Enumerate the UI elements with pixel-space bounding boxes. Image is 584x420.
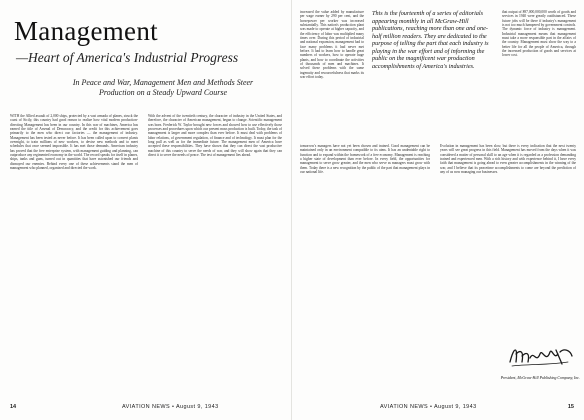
series-callout: This is the fourteenth of a series of editorials appearing monthly in all McGraw-Hill publications, reaching more than one and one-half million readers. They are dedicated to the purpose of telling the part that each industry is playing in the war effort and of informing the public on the magnificent war production accomplishments of America's industries. xyxy=(372,10,489,70)
signature-caption: President, McGraw-Hill Publishing Company, Inc. xyxy=(500,376,580,380)
deck-line-2: Production on a Steady Upward Course xyxy=(98,88,228,98)
right-column-1: tomorrow's managers have not yet been chosen and trained. Good management can be maintained only in an environment compatible to its aims. It has an undeniable right to function and to expand within the framework of a free economy. Management is reaching a higher state of development than ever before. In every field, the opportunities for management to serve grow greater, and the men who serve as managers must grow with them. Today there is a new recognition by the public of the part that management plays in our national life. xyxy=(300,144,430,175)
right-page xyxy=(292,0,584,420)
article-deck xyxy=(38,78,288,99)
left-page-number: 14 xyxy=(10,404,17,410)
left-column-1: WITH the Allied assault of 2,000 ships, protected by a vast armada of planes, struck the coast of Sicily, this country had good reason to realize how vital modern production-directing Management has been in our country. In this war of machines, America has earned the title of Arsenal of Democracy, and the credit for this achievement goes primarily to the men who direct our factories — the management of industry. Management has been tested as never before. It has been called upon to convert plants overnight, to train millions of new workers, to devise new methods and to meet schedules that once seemed impossible. It has met those demands. American industry has proved that the free enterprise system, with management guiding and planning, can outproduce any regimented economy in the world. The record speaks for itself in planes, ships, tanks and guns, turned out in quantities that have astonished our friends and dismayed our enemies. Behind every one of these achievements stand the men of management who planned, organized and directed the work. xyxy=(10,114,138,171)
right-column-1-top: increased the value added by manufacture per wage earner by 290 per cent, and the horsepower per worker was increased substantially. This nation's production plant was made to operate at higher capacity, and the efficiency of labor was multiplied many times over. During this period of industrial and national expansion, management had to face many problems it had never met before. It had to learn how to handle great numbers of workers, how to operate huge plants, and how to coordinate the activities of thousands of men and machines. It solved these problems with the same ingenuity and resourcefulness that marks its war effort today. xyxy=(300,10,364,80)
right-column-2: Evolution in management has been slow, but there is every indication that the next twenty years will see great progress in this field. Management has moved from the days when it was considered a matter of personal skill to an age when it is regarded as a profession demanding trained and experienced men. With a rich history and with experience behind it, I have every faith that management is going ahead to even greater accomplishments in the winning of the war, and I believe that its peacetime accomplishments to come are beyond the prediction of any of us now managing our businesses. xyxy=(440,144,576,175)
publisher-signature xyxy=(506,340,576,372)
article-subtitle: —Heart of America's Industrial Progress xyxy=(16,50,239,65)
left-column-2: With the advent of the twentieth century, the character of industry in the United States, and therefore, the character of American management, began to change. Scientific management was born. Frederick W. Taylor brought new forces and showed how to use effectively those processes and procedures upon which our present mass production is built. Today, the task of management is larger and more complex than ever before. It must deal with problems of labor relations, of government regulation, of finance and of technology. It must plan for the long pull as well as for the immediate future. The management men of America have accepted these responsibilities. They have shown that they can direct the vast productive machine of this country to serve the needs of war, and they will show again that they can direct it to serve the needs of peace. The test of management lies ahead. xyxy=(148,114,282,158)
left-page-masthead: AVIATION NEWS • August 9, 1943 xyxy=(122,404,219,410)
right-page-number: 15 xyxy=(567,404,574,410)
right-column-2-top: that output of $97,000,000,000 worth of goods and services in 1940 were greatly outdistanced. These future jobs will be there if industry's management is not too much hampered by government controls. The dynamic force of industry is management. Industrial management means that management must take a more responsible part in the affairs of the country. Management must show the way to a better life for all the people of America, through the increased production of goods and services at lower cost. xyxy=(502,10,576,58)
deck-line-1: In Peace and War, Management Men and Methods Steer xyxy=(72,78,254,87)
right-page-masthead: AVIATION NEWS • August 9, 1943 xyxy=(380,404,477,410)
article-title: Management xyxy=(14,16,158,46)
